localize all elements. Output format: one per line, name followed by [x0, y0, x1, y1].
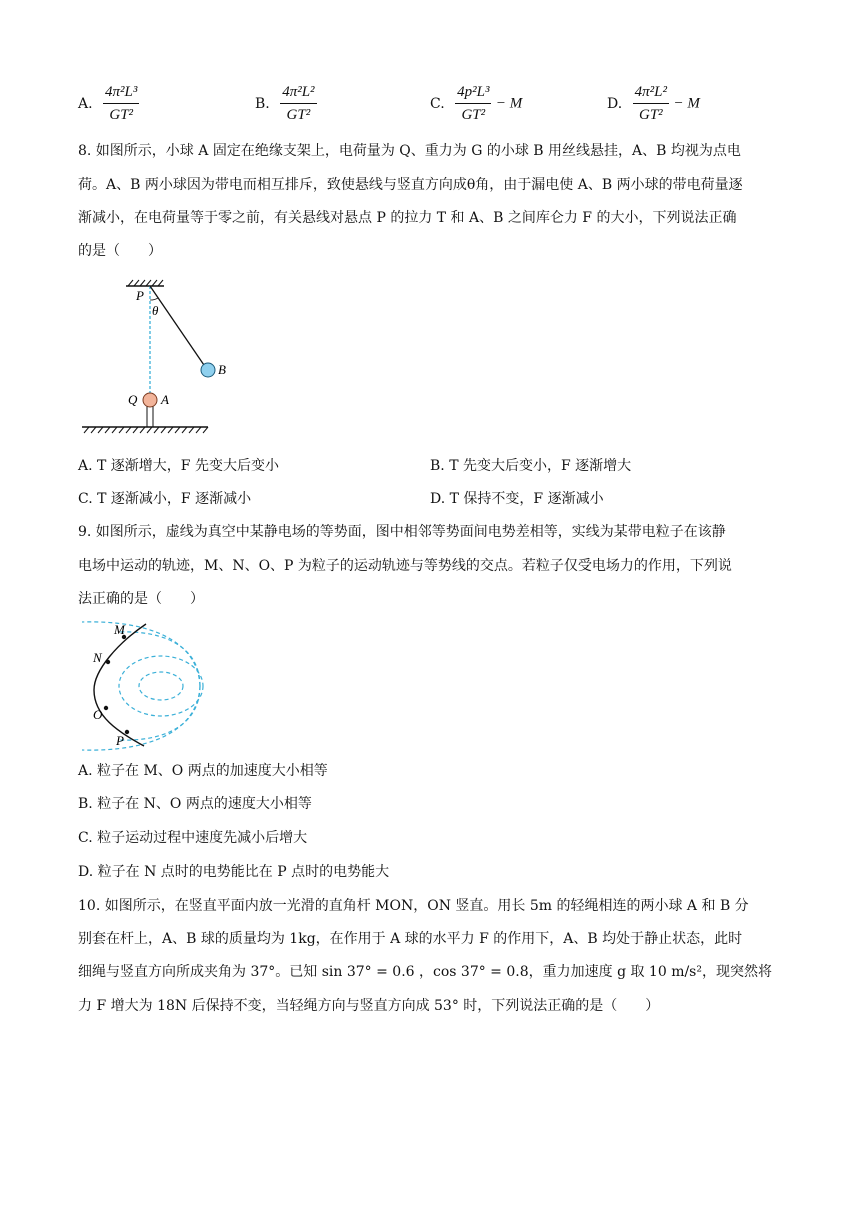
q10-text-line: 细绳与竖直方向所成夹角为 37°。已知 sin 37° = 0.6 ，cos 37° = 0.8，重力加速度 g 取 10 m/s²，现突然将: [78, 964, 772, 980]
option-label: B.: [255, 95, 270, 112]
label-q: Q: [128, 392, 138, 407]
q10-text-line: 10. 如图所示，在竖直平面内放一光滑的直角杆 MON，ON 竖直。用长 5m 的轻绳相连的两小球 A 和 B 分: [78, 898, 749, 914]
q9-text-line: 电场中运动的轨迹，M、N、O、P 为粒子的运动轨迹与等势线的交点。若粒子仅受电场力的作用，下列说: [78, 558, 732, 574]
q7-option-c: [430, 82, 522, 125]
label-m: M: [114, 622, 125, 637]
point-n: [106, 660, 110, 664]
q9-text-line: 法正确的是（ ）: [78, 591, 204, 607]
q8-text-line: 的是（ ）: [78, 243, 162, 259]
q8-text-line: 渐减小，在电荷量等于零之前，有关悬线对悬点 P 的拉力 T 和 A、B 之间库仑力 F 的大小，下列说法正确: [78, 210, 737, 226]
label-n: N: [93, 650, 102, 665]
point-p: [125, 730, 129, 734]
fraction: $\frac{\text{4p²L³}}{\text{GT²}}$: [457, 84, 490, 123]
q9-option-c: C. 粒子运动过程中速度先减小后增大: [78, 830, 308, 846]
fraction: $\frac{\text{4π²L²}}{\text{GT²}}$: [282, 84, 315, 123]
option-label: A.: [78, 95, 93, 112]
q7-option-d: [607, 82, 700, 125]
fraction: $\frac{\text{4π²L²}}{\text{GT²}}$: [634, 84, 667, 123]
q8-option-d: D. T 保持不变，F 逐渐减小: [430, 491, 604, 507]
q8-text-line: 8. 如图所示，小球 A 固定在绝缘支架上，电荷量为 Q、重力为 G 的小球 B 用丝线悬挂，A、B 均视为点电: [78, 143, 741, 159]
label-a: A: [161, 392, 169, 407]
insulating-stand: [147, 405, 153, 427]
label-p: P: [136, 288, 144, 303]
q7-option-a: [78, 82, 139, 125]
label-o: O: [93, 707, 103, 722]
q8-option-a: A. T 逐渐增大，F 先变大后变小: [78, 458, 279, 474]
equipotential-lines: [82, 622, 203, 750]
q9-field-figure: [78, 618, 208, 754]
label-theta: θ: [152, 303, 159, 318]
q8-option-b: B. T 先变大后变小，F 逐渐增大: [430, 458, 632, 474]
q9-text-line: 9. 如图所示，虚线为真空中某静电场的等势面，图中相邻等势面间电势差相等，实线为某带电粒子在该静: [78, 524, 726, 540]
label-b: B: [218, 362, 226, 377]
q9-option-d: D. 粒子在 N 点时的电势能比在 P 点时的电势能大: [78, 864, 390, 880]
label-p: P: [116, 733, 124, 748]
angle-arc: [150, 298, 158, 300]
point-o: [104, 706, 108, 710]
thread-line: [150, 286, 206, 368]
ceiling-hatch: [128, 280, 163, 286]
ground-hatch: [84, 427, 208, 433]
q8-option-c: C. T 逐渐减小，F 逐渐减小: [78, 491, 252, 507]
minus-m: − M: [495, 95, 523, 112]
q7-option-b: [255, 82, 317, 125]
fraction: $\frac{\text{4π²L³}}{\text{GT²}}$: [105, 84, 138, 123]
q10-text-line: 力 F 增大为 18N 后保持不变，当轻绳方向与竖直方向成 53° 时，下列说法正确的是（ ）: [78, 998, 660, 1014]
ball-a: [143, 393, 157, 407]
q8-text-line: 荷。A、B 两小球因为带电而相互排斥，致使悬线与竖直方向成θ角，由于漏电使 A、B 两小球的带电荷量逐: [78, 177, 743, 193]
q9-option-b: B. 粒子在 N、O 两点的速度大小相等: [78, 796, 312, 812]
trajectory-line: [94, 624, 146, 746]
q10-text-line: 别套在杆上，A、B 球的质量均为 1kg，在作用于 A 球的水平力 F 的作用下，A、B 均处于静止状态，此时: [78, 931, 743, 947]
ball-b: [201, 363, 215, 377]
option-label: D.: [607, 95, 623, 112]
q8-pendulum-figure: [76, 272, 226, 438]
q9-option-a: A. 粒子在 M、O 两点的加速度大小相等: [78, 763, 328, 779]
option-label: C.: [430, 95, 445, 112]
minus-m: − M: [673, 95, 700, 112]
